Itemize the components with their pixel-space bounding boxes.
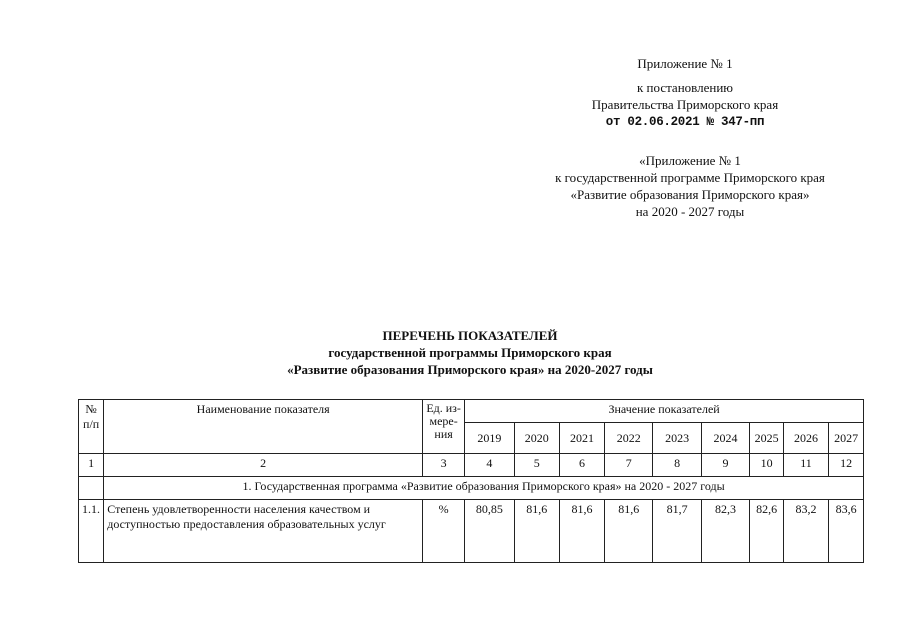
document-title bbox=[200, 327, 740, 378]
header-unit: Ед. из-мере-ния bbox=[423, 400, 465, 454]
annex-prev-line-3: «Развитие образования Приморского края» bbox=[570, 187, 810, 202]
header-year: 2025 bbox=[750, 423, 784, 454]
table-row bbox=[79, 500, 864, 563]
section-row bbox=[79, 477, 864, 500]
row-value: 82,6 bbox=[750, 500, 784, 563]
header-name: Наименование показателя bbox=[104, 400, 423, 454]
column-index: 6 bbox=[559, 454, 604, 477]
section-title: 1. Государственная программа «Развитие образования Приморского края» на 2020 - 2027 годы bbox=[104, 477, 864, 500]
title-line-3: «Развитие образования Приморского края» на 2020-2027 годы bbox=[287, 362, 653, 377]
header-year: 2024 bbox=[701, 423, 749, 454]
column-index: 12 bbox=[829, 454, 864, 477]
column-index-row bbox=[79, 454, 864, 477]
section-num-cell bbox=[79, 477, 104, 500]
header-year: 2027 bbox=[829, 423, 864, 454]
annex-date: от 02.06.2021 № 347-пп bbox=[605, 115, 765, 129]
column-index: 11 bbox=[783, 454, 828, 477]
row-value: 83,6 bbox=[829, 500, 864, 563]
header-year: 2023 bbox=[653, 423, 701, 454]
indicators-table bbox=[78, 399, 864, 563]
header-year: 2020 bbox=[514, 423, 559, 454]
column-index: 4 bbox=[465, 454, 514, 477]
row-value: 81,6 bbox=[559, 500, 604, 563]
row-value: 82,3 bbox=[701, 500, 749, 563]
header-year: 2019 bbox=[465, 423, 514, 454]
column-index: 3 bbox=[423, 454, 465, 477]
row-value: 81,7 bbox=[653, 500, 701, 563]
column-index: 1 bbox=[79, 454, 104, 477]
row-num: 1.1. bbox=[79, 500, 104, 563]
column-index: 10 bbox=[750, 454, 784, 477]
title-line-1: ПЕРЕЧЕНЬ ПОКАЗАТЕЛЕЙ bbox=[382, 328, 558, 343]
row-value: 83,2 bbox=[783, 500, 828, 563]
annex-header bbox=[560, 55, 810, 131]
annex-number: Приложение № 1 bbox=[637, 56, 733, 71]
row-unit: % bbox=[423, 500, 465, 563]
annex-line-1: к постановлению bbox=[636, 80, 734, 95]
header-values: Значение показателей bbox=[465, 400, 864, 423]
row-name: Степень удовлетворенности населения качеством и доступностью предоставления образовательных услуг bbox=[104, 500, 423, 563]
header-year: 2022 bbox=[605, 423, 653, 454]
annex-prev-line-1: «Приложение № 1 bbox=[639, 153, 741, 168]
row-value: 81,6 bbox=[514, 500, 559, 563]
column-index: 8 bbox=[653, 454, 701, 477]
annex-line-2: Правительства Приморского края bbox=[591, 97, 779, 112]
row-value: 81,6 bbox=[605, 500, 653, 563]
column-index: 5 bbox=[514, 454, 559, 477]
column-index: 9 bbox=[701, 454, 749, 477]
column-index: 7 bbox=[605, 454, 653, 477]
column-index: 2 bbox=[104, 454, 423, 477]
header-num: № п/п bbox=[79, 400, 104, 454]
header-year: 2021 bbox=[559, 423, 604, 454]
annex-previous bbox=[520, 152, 860, 220]
header-year: 2026 bbox=[783, 423, 828, 454]
annex-prev-line-2: к государственной программе Приморского края bbox=[555, 170, 825, 185]
annex-prev-line-4: на 2020 - 2027 годы bbox=[635, 204, 745, 219]
row-value: 80,85 bbox=[465, 500, 514, 563]
title-line-2: государственной программы Приморского края bbox=[328, 345, 612, 360]
